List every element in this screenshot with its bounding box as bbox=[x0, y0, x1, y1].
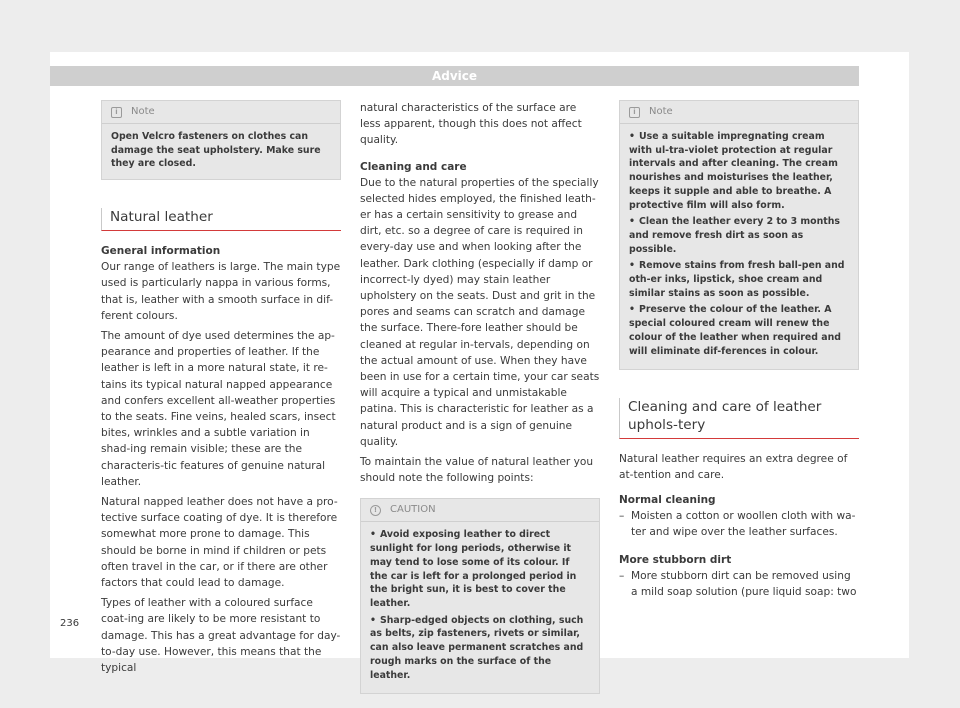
bullet-icon: • bbox=[629, 260, 635, 272]
section-title-leather-care: Cleaning and care of leather uphols-tery bbox=[619, 398, 859, 439]
note-item-text: Preserve the colour of the leather. A special coloured cream will renew the colour of the leather when required and will eliminate dif-ferences in colour. bbox=[629, 304, 841, 357]
info-icon: i bbox=[629, 107, 640, 118]
note-item-text: Use a suitable impregnating cream with ul-tra-violet protection at regular intervals and after cleaning. The cream nourishes and moisturises the leather, keeps it supple and able to breathe. A protective film will also form. bbox=[629, 131, 838, 211]
note-box bbox=[619, 100, 859, 370]
section-title-natural-leather: Natural leather bbox=[101, 208, 341, 231]
page-number: 236 bbox=[60, 618, 80, 629]
note-item bbox=[629, 303, 849, 358]
warning-icon: ! bbox=[370, 505, 381, 516]
note-header bbox=[620, 101, 858, 124]
note-item bbox=[629, 259, 849, 300]
note-header bbox=[102, 101, 340, 124]
bullet-icon: • bbox=[629, 216, 635, 228]
paragraph: Our range of leathers is large. The main type used is particularly nappa in various forms, that is, leather with a smooth surface in dif-ferent colours. bbox=[101, 261, 341, 322]
paragraph: Types of leather with a coloured surface coat-ing are likely to be more resistant to damage. This has a great advantage for day-to-day use. However, this means that the typical bbox=[101, 597, 341, 674]
subhead-normal-cleaning: Normal cleaning bbox=[619, 493, 716, 506]
note-item bbox=[629, 215, 849, 256]
column-left bbox=[101, 100, 341, 680]
dash-icon: – bbox=[619, 509, 625, 522]
info-icon: i bbox=[111, 107, 122, 118]
caution-item-text: Avoid exposing leather to direct sunlight for long periods, otherwise it may tend to lose some of its colour. If the car is left for a prolonged period in the bright sun, it is best to cover the leather. bbox=[370, 529, 577, 609]
note-text: Open Velcro fasteners on clothes can damage the seat upholstery. Make sure they are closed. bbox=[111, 131, 321, 170]
caution-item bbox=[370, 614, 590, 683]
subhead-cleaning-and-care: Cleaning and care bbox=[360, 160, 467, 173]
paragraph: Due to the natural properties of the specially selected hides employed, the finished leath-er has a certain sensitivity to grease and dirt, etc. so a degree of care is required in every-day use and when looking after the leather. Dark clothing (especially if damp or incorrect-ly dyed) may stain leather upholstery on the seats. Dust and grit in the pores and seams can scratch and damage the surface. There-fore leather should be cleaned at regular in-tervals, depending on the actual amount of use. When they have been in use for a certain time, your car seats will acquire a typical and unmistakable patina. This is characteristic for leather as a natural product and is a sign of genuine quality. bbox=[360, 176, 600, 448]
caution-header bbox=[361, 499, 599, 522]
instruction-step bbox=[619, 508, 859, 540]
note-item-text: Remove stains from fresh ball-pen and oth-er inks, lipstick, shoe cream and similar stains as soon as possible. bbox=[629, 260, 845, 299]
bullet-icon: • bbox=[370, 614, 376, 626]
bullet-icon: • bbox=[629, 131, 635, 142]
caution-text bbox=[361, 522, 599, 693]
instruction-step bbox=[619, 568, 859, 600]
caution-label: CAUTION bbox=[390, 504, 436, 516]
paragraph: The amount of dye used determines the ap-pearance and properties of leather. If the leather is left in a more natural state, it re-tains its typical natural napped appearance and confers excellent all-weather properties to the seats. Fine veins, healed scars, insect bites, wrinkles and a subtle variation in shad-ing remain visible; these are the characteris-tic features of genuine natural leather. bbox=[101, 329, 336, 488]
bullet-icon: • bbox=[629, 304, 635, 316]
note-item bbox=[629, 130, 849, 212]
note-label: Note bbox=[649, 106, 673, 117]
subhead-general-information: General information bbox=[101, 245, 221, 258]
paragraph: Natural napped leather does not have a pro-tective surface coating of dye. It is therefore somewhat more prone to damage. This should be borne in mind if children or pets often travel in the car, or if there are other factors that could lead to damage. bbox=[101, 495, 338, 589]
note-label: Note bbox=[131, 106, 155, 117]
paragraph-continued: natural characteristics of the surface are less apparent, though this does not affect quality. bbox=[360, 102, 582, 147]
chapter-header: Advice bbox=[50, 66, 859, 86]
note-list bbox=[620, 124, 858, 369]
caution-item bbox=[370, 528, 590, 610]
caution-box bbox=[360, 498, 600, 694]
dash-icon: – bbox=[619, 570, 625, 583]
subhead-more-stubborn-dirt: More stubborn dirt bbox=[619, 554, 732, 567]
caution-item-text: Sharp-edged objects on clothing, such as belts, zip fasteners, rivets or similar, can also leave permanent scratches and rough marks on the surface of the leather. bbox=[370, 614, 584, 681]
column-right bbox=[619, 100, 859, 600]
instruction-text: More stubborn dirt can be removed using a mild soap solution (pure liquid soap: two bbox=[631, 570, 857, 599]
paragraph: To maintain the value of natural leather you should note the following points: bbox=[360, 456, 594, 485]
bullet-icon: • bbox=[370, 529, 376, 541]
note-box bbox=[101, 100, 341, 180]
column-middle bbox=[360, 100, 600, 694]
note-item-text: Clean the leather every 2 to 3 months and remove fresh dirt as soon as possible. bbox=[629, 216, 840, 255]
instruction-text: Moisten a cotton or woollen cloth with wa-ter and wipe over the leather surfaces. bbox=[631, 509, 856, 538]
intro-paragraph: Natural leather requires an extra degree of at-tention and care. bbox=[619, 453, 848, 482]
